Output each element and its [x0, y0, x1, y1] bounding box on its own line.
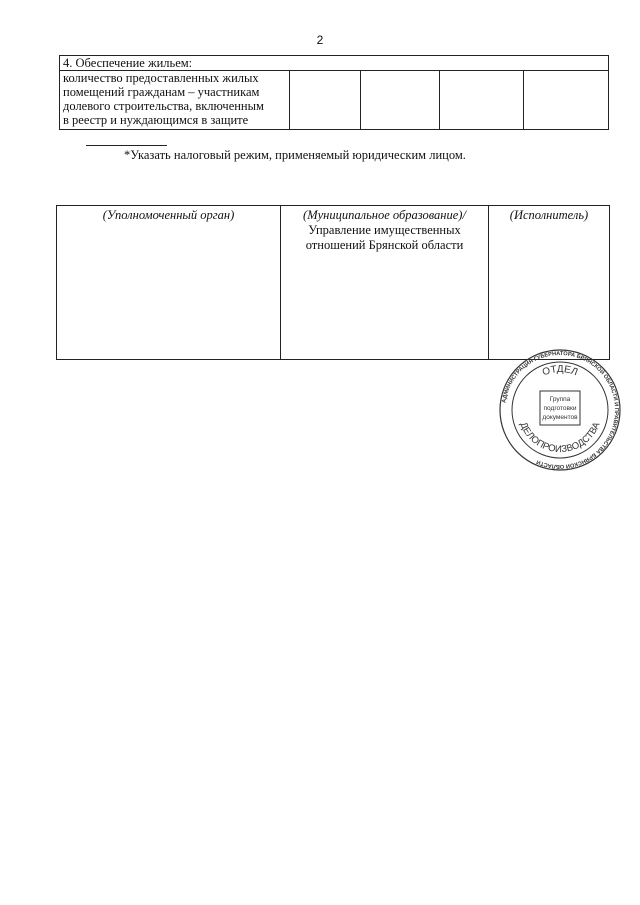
indicator-row: [60, 71, 609, 130]
indicator-line: в реестр и нуждающимся в защите: [63, 113, 249, 127]
section-title: 4. Обеспечение жильем:: [60, 56, 609, 71]
value-cell-2: [361, 71, 440, 130]
stamp-center-line: документов: [542, 414, 578, 421]
stamp-bottom-word: ДЕЛОПРОИЗВОДСТВА: [517, 420, 603, 456]
municipality-name-line: отношений Брянской области: [305, 238, 464, 252]
office-stamp: [498, 348, 622, 472]
stamp-top-word: ОТДЕЛ: [541, 363, 580, 379]
indicator-line: долевого строительства, включенным: [63, 99, 264, 113]
signature-table: [56, 205, 610, 360]
indicator-line: помещений гражданам – участникам: [63, 85, 260, 99]
signature-row: [57, 206, 610, 360]
municipality-cell: [281, 206, 489, 360]
stamp-center-line: Группа: [549, 396, 571, 403]
executor-label: (Исполнитель): [509, 208, 589, 222]
page-number: 2: [316, 33, 324, 47]
footnote: *Указать налоговый режим, применяемый юридическим лицом.: [124, 148, 466, 162]
authorized-body-cell: [57, 206, 281, 360]
stamp-outer-text: АДМИНИСТРАЦИЯ ГУБЕРНАТОРА БРЯНСКОЙ ОБЛАСТИ И ПРАВИТЕЛЬСТВА БРЯНСКОЙ ОБЛАСТИ: [501, 350, 620, 470]
stamp-center-line: подготовки: [543, 405, 577, 412]
footnote-divider: [86, 145, 167, 146]
housing-table: [59, 55, 609, 130]
value-cell-1: [290, 71, 361, 130]
value-cell-3: [439, 71, 524, 130]
indicator-cell: [60, 71, 290, 130]
value-cell-4: [524, 71, 609, 130]
indicator-line: количество предоставленных жилых: [63, 71, 259, 85]
municipality-name-line: Управление имущественных: [308, 223, 461, 237]
authorized-body-label: (Уполномоченный орган): [102, 208, 235, 222]
municipality-label: (Муниципальное образование)/: [303, 208, 466, 222]
section-row: [60, 56, 609, 71]
executor-cell: [489, 206, 610, 360]
